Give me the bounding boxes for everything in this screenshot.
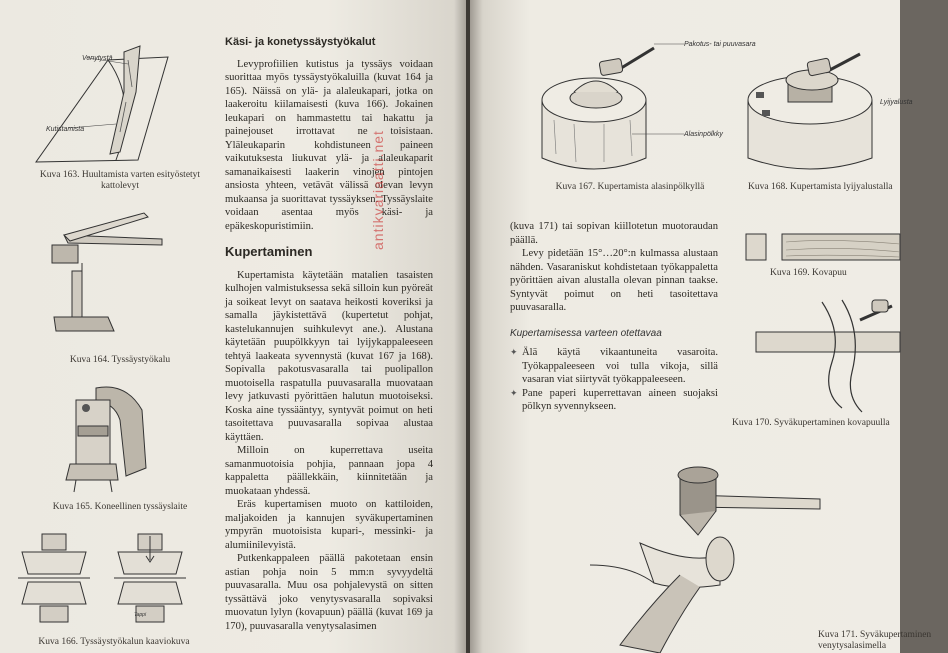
- figure-167-anvil-block: [534, 30, 754, 180]
- paragraph-continued: (kuva 171) tai sopivan kiillotetun muotoraudan päällä.: [510, 221, 718, 246]
- left-text-column: [225, 36, 433, 633]
- figure-170-deep-raising: [742, 292, 900, 416]
- right-page: [470, 0, 932, 653]
- fig167-label-hammer: Pakotus- tai puuvasara: [684, 41, 756, 48]
- right-text-column: [510, 220, 718, 414]
- caption-fig168: Kuva 168. Kupertamista lyijyalustalla: [748, 182, 893, 192]
- figure-165-machine: [56, 380, 166, 498]
- watermark: antikvariaatti.net: [370, 130, 386, 250]
- fig166-label: Tappi: [134, 612, 147, 618]
- paragraph-kupertaminen-4: Putkenkappaleen päällä pakotetaan ensin astian pohja noin 5 mm:n syvyydeltä puuvasaralla. Muu osa pohjalevystä on sitten tyssättävä joko venytysvasaralla sopivaksi muovatun lylyn (kovapuun) päällä (kuvat 169 ja 170), puuvasaralla venytysalasimen: [225, 553, 433, 632]
- paragraph-kupertaminen-3: Eräs kupertamisen muoto on kattiloiden, maljakoiden ja kannujen syväkupertaminen ympyrän muotoisista kupari-, messinki- ja alumiinilevyistä.: [225, 499, 433, 551]
- caption-fig165: Kuva 165. Koneellinen tyssäyslaite: [52, 502, 188, 512]
- heading-kasi-konetyssays: Käsi- ja konetyssäystyökalut: [225, 36, 376, 48]
- fig163-label-kutistus: Kutistamista: [46, 126, 85, 133]
- bullet-list: [510, 346, 718, 414]
- paragraph-tyssays: Levyprofiilien kutistus ja tyssäys voidaan suorittaa myös tyssäystyökaluilla (kuvat 164 ja 165). Näissä on ylä- ja alaleukapari, jotka on laakeroitu kiilamaisesti (kuva 166). Jokainen leukapari on hammastettu tai hakattu ja painejouset irrottavat ne toisistaan. Yläleukaparin kohdistuneen paineen vaikutuksesta liukuvat ylä- ja alaleukaparit samanaikaisesti laakerin vinojen pintojen ansiosta yhteen, vetävät välissä olevan levyn mukaansa ja suorittavat tyssäyksen. Tyssäyslaite voidaan asentaa myös käsi- ja epäkeskopuristimiin.: [225, 58, 433, 232]
- paragraph-angle: Levy pidetään 15°…20°:n kulmassa alustaan nähden. Vasaraniskut kohdistetaan työkappaletta pyörittäen aivan alustalla olevan pinnan taakse. Syntyvät poimut on heti tasoitettava puuvasaralla.: [510, 248, 718, 313]
- figure-164-upsetting-tool: [44, 205, 174, 345]
- caption-fig170: Kuva 170. Syväkupertaminen kovapuulla: [732, 418, 890, 428]
- fig167-label-block: Alasinpölkky: [684, 131, 723, 138]
- fig168-label: Lyijyalusta: [880, 99, 913, 106]
- subheading-huomioitavaa: Kupertamisessa varteen otettavaa: [510, 327, 662, 339]
- figure-163-roof-sheets: [28, 32, 198, 168]
- paragraph-kupertaminen-2: Milloin on kuperrettava useita samanmuotoisia pohjia, pannaan jopa 4 kappaletta päällekkäin, kiinnitetään ja muokataan yhdessä.: [225, 445, 433, 497]
- left-page: [0, 0, 468, 653]
- caption-fig164: Kuva 164. Tyssäystyökalu: [69, 355, 171, 365]
- caption-fig167: Kuva 167. Kupertamista alasinpölkyllä: [555, 182, 705, 192]
- heading-kupertaminen: Kupertaminen: [225, 244, 313, 259]
- figure-168-lead-base: [740, 34, 913, 184]
- figure-169-hardwood: [742, 226, 900, 266]
- caption-fig171-line2: venytysalasimella: [818, 641, 887, 651]
- caption-fig163: Kuva 163. Huultamista varten esityöstetyt kattolevyt: [39, 170, 201, 191]
- figure-171-stake-raising: [530, 455, 840, 653]
- caption-fig171-line1: Kuva 171. Syväkupertaminen: [818, 630, 932, 640]
- paragraph-kupertaminen-1: Kupertamista käytetään matalien tasaisten kulhojen valmistuksessa sekä silloin kun pyöreät ja soikeat levyt on saatava heikosti koveriksi ja samalla jäykistettävä (kupertetut pohjat, kastelukannujen suihkulevyt ane.). Alustana käytetään puupölkkyyn tai lyijykappaleeseen tehtyä laakeata syvennystä (kuvat 167 ja 168). Sopivalla pakotusvasaralla tai puolipallon muotoisella raspatulla puuvasaralla muovataan levy jatkuvasti pyörittäen halutun muotoiseksi. Koska aine tyssääntyy, syntyvät poimut on heti tasoitettava puuvasaralla sopivaa alustaa käyttäen.: [225, 269, 433, 443]
- caption-fig169: Kuva 169. Kovapuu: [770, 268, 847, 278]
- figure-166-diagram: [14, 530, 214, 628]
- bullet-item-1: ✦ Älä käytä vikaantuneita vasaroita. Työkappaleeseen voi tulla vikoja, sillä vasaran viat siirtyvät työkappaleeseen.: [510, 346, 718, 387]
- caption-fig166: Kuva 166. Tyssäystyökalun kaaviokuva: [38, 637, 190, 647]
- bullet-item-2: ✦ Pane paperi kuperrettavan aineen suojaksi pölkyn syvennykseen.: [510, 387, 718, 414]
- fig163-label-venytys: Venytystä: [82, 55, 113, 62]
